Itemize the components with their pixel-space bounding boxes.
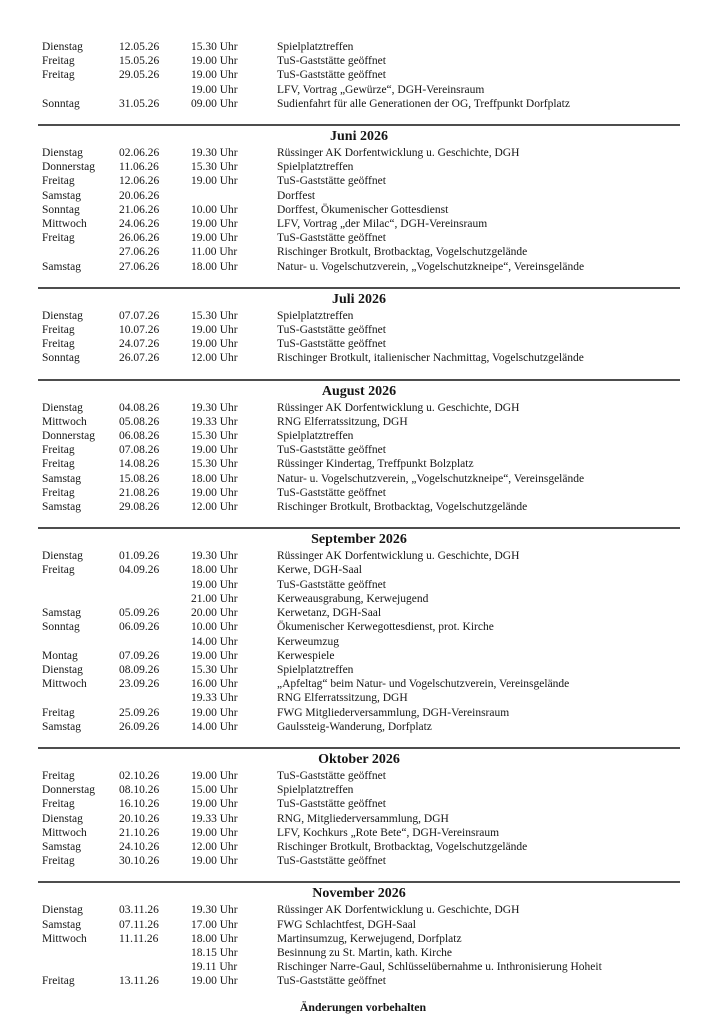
event-row <box>42 486 684 500</box>
event-day <box>42 946 119 960</box>
event-row <box>42 54 684 68</box>
event-time: 19.00 Uhr <box>191 83 238 96</box>
event-row <box>42 592 684 606</box>
event-time: 18.00 Uhr <box>191 472 238 485</box>
event-description: LFV, Vortrag „der Milac“, DGH-Vereinsraum <box>277 218 488 231</box>
event-row <box>42 351 684 365</box>
event-time: 15.30 Uhr <box>191 309 238 322</box>
event-day: Freitag <box>42 338 75 351</box>
event-date: 29.08.26 <box>119 501 160 514</box>
event-description: TuS-Gaststätte geöffnet <box>277 444 386 457</box>
event-date: 01.09.26 <box>119 550 160 563</box>
footer-note: Änderungen vorbehalten <box>299 999 427 1014</box>
event-time: 19.00 Uhr <box>191 798 238 811</box>
event-row <box>42 932 684 946</box>
event-description: RNG, Mitgliederversammlung, DGH <box>277 812 449 825</box>
event-time: 19.00 Uhr <box>191 232 238 245</box>
event-description: Rischinger Narre-Gaul, Schlüsselübernahme u. Inthronisierung Hoheit <box>277 961 602 974</box>
event-date: 07.07.26 <box>119 309 160 322</box>
event-time: 19.00 Uhr <box>191 324 238 337</box>
event-time: 15.00 Uhr <box>191 784 238 797</box>
event-row <box>42 309 684 323</box>
event-day: Donnerstag <box>42 430 96 443</box>
event-time: 19.00 Uhr <box>191 338 238 351</box>
event-description: RNG Elferratssitzung, DGH <box>277 415 408 428</box>
event-day: Samstag <box>42 501 81 514</box>
event-row <box>42 472 684 486</box>
event-time: 19.33 Uhr <box>191 812 238 825</box>
event-time: 15.30 Uhr <box>191 161 238 174</box>
event-date: 13.11.26 <box>119 975 159 988</box>
event-day: Samstag <box>42 918 81 931</box>
event-time: 16.00 Uhr <box>191 678 238 691</box>
event-description: Rüssinger AK Dorfentwicklung u. Geschichte, DGH <box>277 401 520 414</box>
event-day: Sonntag <box>42 203 80 216</box>
event-time: 19.30 Uhr <box>191 904 238 917</box>
month-title: November 2026 <box>312 886 406 902</box>
event-row <box>42 691 684 705</box>
event-description: FWG Mitgliederversammlung, DGH-Vereinsraum <box>277 706 510 719</box>
event-row <box>42 706 684 720</box>
event-time: 19.00 Uhr <box>191 444 238 457</box>
event-day: Dienstag <box>42 663 83 676</box>
event-row <box>42 97 684 111</box>
event-date: 11.11.26 <box>119 932 159 945</box>
event-date: 23.09.26 <box>119 678 160 691</box>
event-row <box>42 840 684 854</box>
event-day: Dienstag <box>42 401 83 414</box>
event-date <box>119 691 191 705</box>
event-time: 19.00 Uhr <box>191 855 238 868</box>
event-day: Samstag <box>42 260 81 273</box>
event-date: 27.06.26 <box>119 260 160 273</box>
event-date: 08.10.26 <box>119 784 160 797</box>
event-day <box>42 960 119 974</box>
event-date <box>119 83 191 97</box>
event-date: 20.10.26 <box>119 812 160 825</box>
event-row <box>42 68 684 82</box>
event-row <box>42 203 684 217</box>
event-row <box>42 549 684 563</box>
event-date: 24.07.26 <box>119 338 160 351</box>
event-time: 15.30 Uhr <box>191 430 238 443</box>
event-date: 05.09.26 <box>119 607 160 620</box>
event-row <box>42 146 684 160</box>
schedule <box>42 40 684 989</box>
event-description: Kerwespiele <box>277 649 335 662</box>
event-description: Spielplatztreffen <box>277 430 354 443</box>
event-date <box>119 960 191 974</box>
event-date: 08.09.26 <box>119 663 160 676</box>
event-row <box>42 918 684 932</box>
event-day <box>42 245 119 259</box>
event-date: 03.11.26 <box>119 904 159 917</box>
event-day: Freitag <box>42 232 75 245</box>
event-description: Sudienfahrt für alle Generationen der OG, Treffpunkt Dorfplatz <box>277 97 570 110</box>
event-description: TuS-Gaststätte geöffnet <box>277 769 386 782</box>
event-description: TuS-Gaststätte geöffnet <box>277 175 386 188</box>
month-section <box>42 379 684 515</box>
event-time: 12.00 Uhr <box>191 352 238 365</box>
event-row <box>42 903 684 917</box>
event-row <box>42 429 684 443</box>
event-time: 19.00 Uhr <box>191 578 238 591</box>
event-row <box>42 606 684 620</box>
month-section <box>42 881 684 988</box>
event-day: Freitag <box>42 975 75 988</box>
event-row <box>42 826 684 840</box>
event-time: 17.00 Uhr <box>191 918 238 931</box>
event-row <box>42 231 684 245</box>
event-date: 29.05.26 <box>119 69 160 82</box>
event-time: 19.30 Uhr <box>191 401 238 414</box>
event-time: 20.00 Uhr <box>191 607 238 620</box>
event-time: 19.30 Uhr <box>191 550 238 563</box>
event-day: Freitag <box>42 55 75 68</box>
event-description: TuS-Gaststätte geöffnet <box>277 578 386 591</box>
event-day: Dienstag <box>42 309 83 322</box>
event-time: 19.33 Uhr <box>191 692 238 705</box>
event-date: 21.08.26 <box>119 486 160 499</box>
event-row <box>42 401 684 415</box>
event-description: Ökumenischer Kerwegottesdienst, prot. Kirche <box>277 621 494 634</box>
event-date: 31.05.26 <box>119 97 160 110</box>
event-date: 05.08.26 <box>119 415 160 428</box>
event-day: Montag <box>42 649 78 662</box>
event-day: Samstag <box>42 720 81 733</box>
event-time: 19.00 Uhr <box>191 975 238 988</box>
event-date: 26.07.26 <box>119 352 160 365</box>
event-time: 18.00 Uhr <box>191 564 238 577</box>
event-description: Rüssinger AK Dorfentwicklung u. Geschichte, DGH <box>277 147 520 160</box>
event-day: Samstag <box>42 472 81 485</box>
event-day: Freitag <box>42 769 75 782</box>
event-day: Freitag <box>42 798 75 811</box>
event-time <box>191 189 277 203</box>
event-date: 27.06.26 <box>119 246 160 259</box>
event-date: 16.10.26 <box>119 798 160 811</box>
event-row <box>42 457 684 471</box>
event-time: 14.00 Uhr <box>191 720 238 733</box>
event-day: Donnerstag <box>42 161 96 174</box>
event-time: 15.30 Uhr <box>191 458 238 471</box>
event-description: Spielplatztreffen <box>277 784 354 797</box>
event-date: 21.10.26 <box>119 826 160 839</box>
event-description: Spielplatztreffen <box>277 309 354 322</box>
event-time: 21.00 Uhr <box>191 592 238 605</box>
month-section <box>42 747 684 868</box>
month-section <box>42 527 684 734</box>
event-time: 19.00 Uhr <box>191 769 238 782</box>
event-row <box>42 620 684 634</box>
month-title: August 2026 <box>321 383 397 399</box>
event-date: 26.09.26 <box>119 720 160 733</box>
event-row <box>42 160 684 174</box>
event-day: Dienstag <box>42 812 83 825</box>
event-date: 24.10.26 <box>119 840 160 853</box>
section-divider <box>38 124 680 126</box>
event-date: 07.11.26 <box>119 918 159 931</box>
event-day: Mittwoch <box>42 415 87 428</box>
event-date <box>119 592 191 606</box>
event-day <box>42 578 119 592</box>
event-description: LFV, Kochkurs „Rote Bete“, DGH-Vereinsraum <box>277 826 500 839</box>
event-date: 24.06.26 <box>119 218 160 231</box>
event-row <box>42 635 684 649</box>
event-date <box>119 635 191 649</box>
event-time: 19.00 Uhr <box>191 218 238 231</box>
event-row <box>42 974 684 988</box>
event-day: Sonntag <box>42 352 80 365</box>
month-title: Juni 2026 <box>330 129 388 145</box>
event-date: 11.06.26 <box>119 161 159 174</box>
event-time: 19.00 Uhr <box>191 486 238 499</box>
event-day <box>42 592 119 606</box>
event-date <box>119 578 191 592</box>
event-time: 19.00 Uhr <box>191 649 238 662</box>
event-time: 19.11 Uhr <box>191 961 238 974</box>
event-day: Freitag <box>42 564 75 577</box>
event-description: Rüssinger AK Dorfentwicklung u. Geschichte, DGH <box>277 550 520 563</box>
event-day: Mittwoch <box>42 218 87 231</box>
event-row <box>42 174 684 188</box>
event-date: 07.08.26 <box>119 444 160 457</box>
event-time: 12.00 Uhr <box>191 501 238 514</box>
event-row <box>42 217 684 231</box>
event-day: Samstag <box>42 607 81 620</box>
event-time: 19.00 Uhr <box>191 175 238 188</box>
event-day: Dienstag <box>42 550 83 563</box>
event-date: 14.08.26 <box>119 458 160 471</box>
event-time: 11.00 Uhr <box>191 246 238 259</box>
month-title: Juli 2026 <box>331 291 387 307</box>
event-time: 10.00 Uhr <box>191 621 238 634</box>
event-day: Samstag <box>42 840 81 853</box>
event-description: FWG Schlachtfest, DGH-Saal <box>277 918 416 931</box>
event-description: Natur- u. Vogelschutzverein, „Vogelschutzkneipe“, Vereinsgelände <box>277 472 585 485</box>
event-description: TuS-Gaststätte geöffnet <box>277 855 386 868</box>
event-row <box>42 83 684 97</box>
event-day: Samstag <box>42 189 81 202</box>
event-date: 07.09.26 <box>119 649 160 662</box>
section-divider <box>38 881 680 883</box>
event-day: Mittwoch <box>42 826 87 839</box>
event-description: TuS-Gaststätte geöffnet <box>277 55 386 68</box>
event-time: 18.15 Uhr <box>191 946 238 959</box>
event-time: 15.30 Uhr <box>191 41 238 53</box>
event-day <box>42 635 119 649</box>
event-time: 12.00 Uhr <box>191 840 238 853</box>
event-time: 18.00 Uhr <box>191 932 238 945</box>
event-day: Sonntag <box>42 621 80 634</box>
section-divider <box>38 379 680 381</box>
event-description: Besinnung zu St. Martin, kath. Kirche <box>277 946 453 959</box>
event-day: Freitag <box>42 324 75 337</box>
event-description: Natur- u. Vogelschutzverein, „Vogelschutzkneipe“, Vereinsgelände <box>277 260 585 273</box>
event-day: Donnerstag <box>42 784 96 797</box>
event-date: 06.09.26 <box>119 621 160 634</box>
event-time: 10.00 Uhr <box>191 203 238 216</box>
event-row <box>42 500 684 514</box>
month-section <box>42 124 684 274</box>
event-time: 15.30 Uhr <box>191 663 238 676</box>
event-time: 18.00 Uhr <box>191 260 238 273</box>
event-day: Freitag <box>42 855 75 868</box>
event-row <box>42 769 684 783</box>
event-time: 19.00 Uhr <box>191 55 238 68</box>
event-day: Freitag <box>42 444 75 457</box>
event-description: Spielplatztreffen <box>277 663 354 676</box>
event-day: Freitag <box>42 175 75 188</box>
event-day: Dienstag <box>42 41 83 53</box>
event-time: 19.00 Uhr <box>191 826 238 839</box>
event-description: TuS-Gaststätte geöffnet <box>277 798 386 811</box>
event-date <box>119 946 191 960</box>
event-date: 06.08.26 <box>119 430 160 443</box>
event-description: RNG Elferratssitzung, DGH <box>277 692 408 705</box>
event-description: TuS-Gaststätte geöffnet <box>277 69 386 82</box>
event-date: 04.08.26 <box>119 401 160 414</box>
event-description: „Apfeltag“ beim Natur- und Vogelschutzverein, Vereinsgelände <box>277 678 570 691</box>
event-description: Rischinger Brotkult, Brotbacktag, Vogelschutzgelände <box>277 246 528 259</box>
event-date: 26.06.26 <box>119 232 160 245</box>
event-row <box>42 946 684 960</box>
event-date: 12.06.26 <box>119 175 160 188</box>
event-row <box>42 245 684 259</box>
event-day: Freitag <box>42 486 75 499</box>
event-row <box>42 415 684 429</box>
event-description: Rischinger Brotkult, italienischer Nachmittag, Vogelschutzgelände <box>277 352 584 365</box>
section-divider <box>38 747 680 749</box>
event-date: 04.09.26 <box>119 564 160 577</box>
section-divider <box>38 287 680 289</box>
event-day: Sonntag <box>42 97 80 110</box>
event-description: Kerweausgrabung, Kerwejugend <box>277 592 429 605</box>
event-description: Martinsumzug, Kerwejugend, Dorfplatz <box>277 932 462 945</box>
event-description: TuS-Gaststätte geöffnet <box>277 324 386 337</box>
event-row <box>42 783 684 797</box>
event-row <box>42 323 684 337</box>
event-day: Dienstag <box>42 904 83 917</box>
event-description: Kerweumzug <box>277 635 339 648</box>
event-time: 19.30 Uhr <box>191 147 238 160</box>
event-day <box>42 83 119 97</box>
event-row <box>42 797 684 811</box>
event-date: 12.05.26 <box>119 41 160 53</box>
month-section <box>42 40 684 111</box>
event-description: Rüssinger AK Dorfentwicklung u. Geschichte, DGH <box>277 904 520 917</box>
event-description: Rischinger Brotkult, Brotbacktag, Vogelschutzgelände <box>277 501 528 514</box>
event-row <box>42 260 684 274</box>
event-date: 15.05.26 <box>119 55 160 68</box>
event-date: 21.06.26 <box>119 203 160 216</box>
event-time: 09.00 Uhr <box>191 97 238 110</box>
event-row <box>42 443 684 457</box>
event-row <box>42 189 684 203</box>
event-description: Rischinger Brotkult, Brotbacktag, Vogelschutzgelände <box>277 840 528 853</box>
event-row <box>42 960 684 974</box>
event-description: TuS-Gaststätte geöffnet <box>277 232 386 245</box>
event-row <box>42 854 684 868</box>
event-row <box>42 663 684 677</box>
event-description: Dorffest, Ökumenischer Gottesdienst <box>277 203 449 216</box>
event-description: TuS-Gaststätte geöffnet <box>277 338 386 351</box>
event-description: Gaulssteig-Wanderung, Dorfplatz <box>277 720 432 733</box>
event-description: LFV, Vortrag „Gewürze“, DGH-Vereinsraum <box>277 83 485 96</box>
event-description: Spielplatztreffen <box>277 41 354 53</box>
event-row <box>42 649 684 663</box>
event-day: Dienstag <box>42 147 83 160</box>
event-date: 02.06.26 <box>119 147 160 160</box>
event-time: 19.33 Uhr <box>191 415 238 428</box>
event-description: Kerwetanz, DGH-Saal <box>277 607 382 620</box>
event-row <box>42 337 684 351</box>
event-time: 19.00 Uhr <box>191 706 238 719</box>
event-time: 19.00 Uhr <box>191 69 238 82</box>
event-row <box>42 563 684 577</box>
event-day <box>42 691 119 705</box>
event-row <box>42 812 684 826</box>
event-day: Freitag <box>42 458 75 471</box>
month-title: Oktober 2026 <box>318 751 400 767</box>
event-date: 15.08.26 <box>119 472 160 485</box>
event-description: Dorffest <box>277 189 316 202</box>
section-divider <box>38 527 680 529</box>
event-day: Freitag <box>42 706 75 719</box>
event-row <box>42 578 684 592</box>
event-description: TuS-Gaststätte geöffnet <box>277 975 386 988</box>
event-description: Spielplatztreffen <box>277 161 354 174</box>
event-day: Freitag <box>42 69 75 82</box>
event-date: 30.10.26 <box>119 855 160 868</box>
month-section <box>42 287 684 366</box>
event-row <box>42 40 684 54</box>
month-title: September 2026 <box>311 532 407 548</box>
event-date: 02.10.26 <box>119 769 160 782</box>
event-time: 14.00 Uhr <box>191 635 238 648</box>
event-description: Kerwe, DGH-Saal <box>277 564 362 577</box>
event-day: Mittwoch <box>42 932 87 945</box>
event-description: Rüssinger Kindertag, Treffpunkt Bolzplatz <box>277 458 474 471</box>
event-date: 25.09.26 <box>119 706 160 719</box>
event-description: TuS-Gaststätte geöffnet <box>277 486 386 499</box>
event-date: 10.07.26 <box>119 324 160 337</box>
event-date: 20.06.26 <box>119 189 160 202</box>
event-row <box>42 677 684 691</box>
event-day: Mittwoch <box>42 678 87 691</box>
event-row <box>42 720 684 734</box>
